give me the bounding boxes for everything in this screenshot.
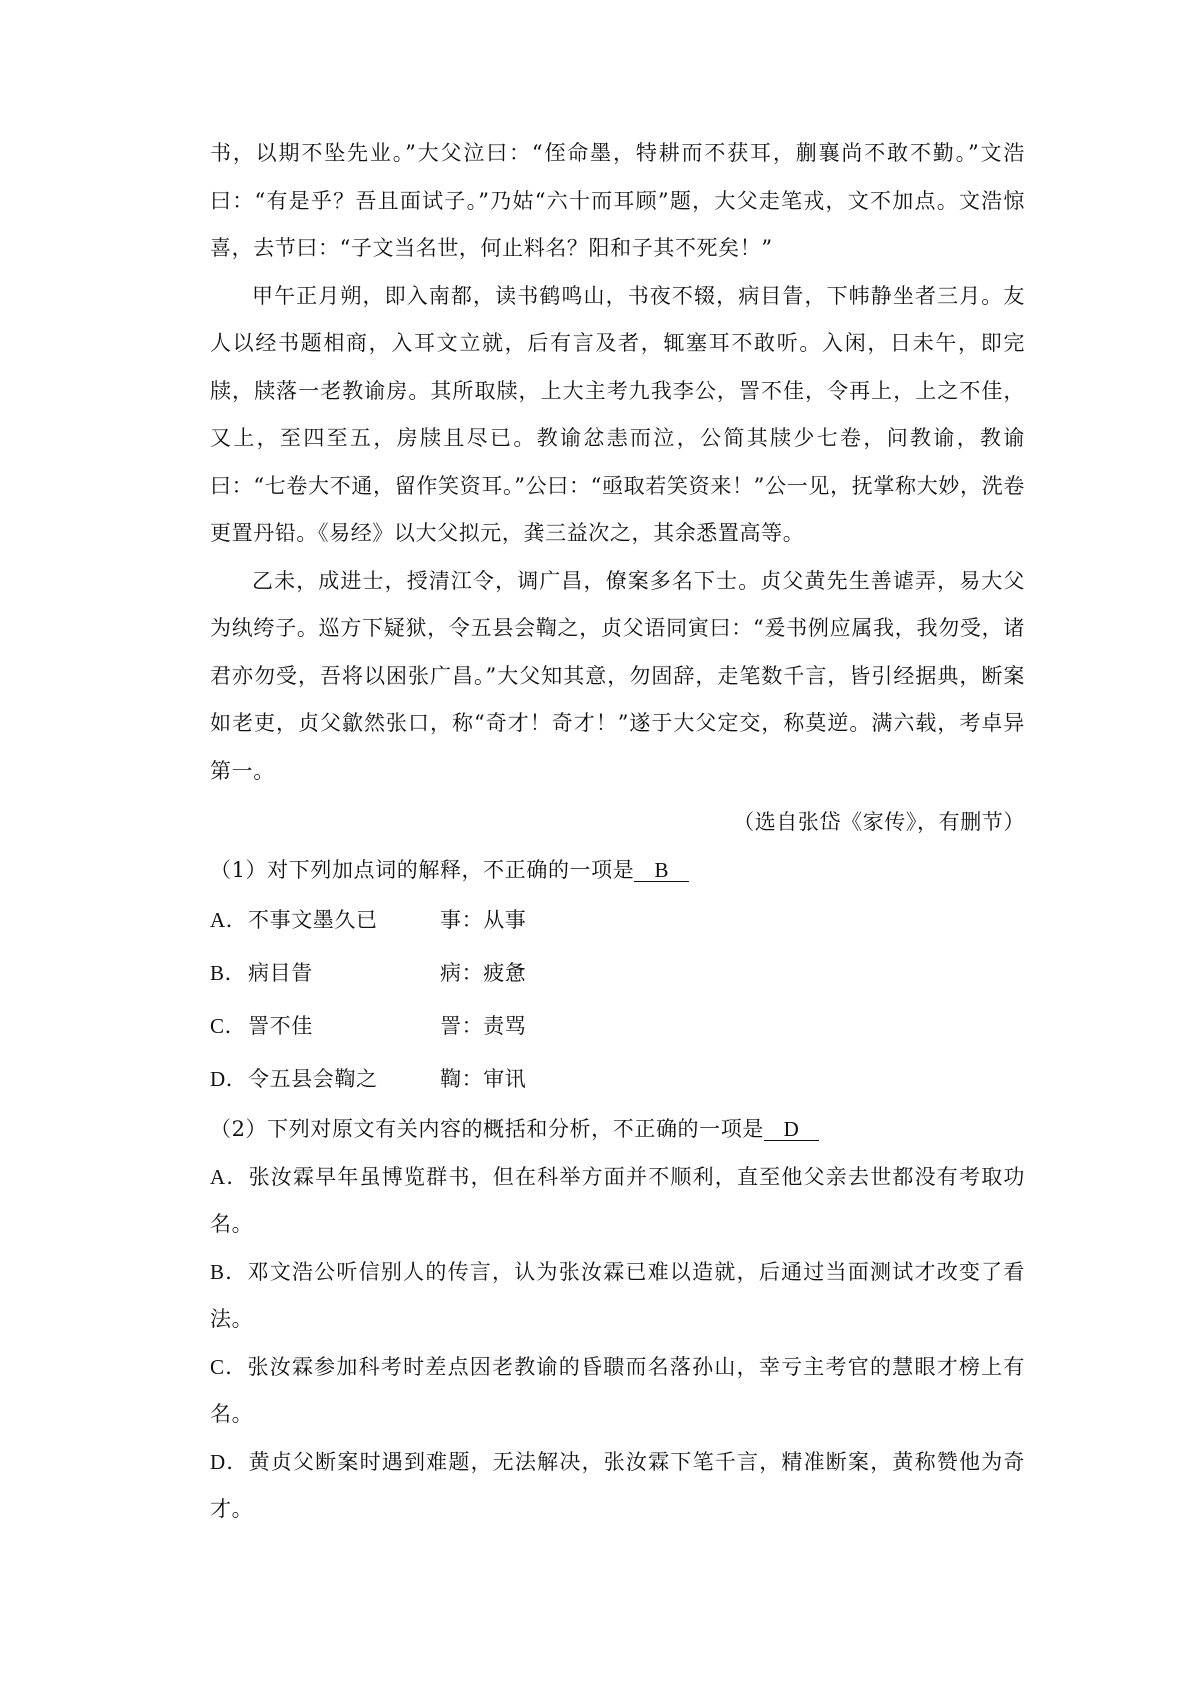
- q1-option-b: [210, 947, 1025, 1000]
- option-text: 黄贞父断案时遇到难题，无法解决，张汝霖下笔千言，精准断案，黄称赞他为奇才。: [210, 1449, 1025, 1521]
- option-text: 张汝霖早年虽博览群书，但在科举方面并不顺利，直至他父亲去世都没有考取功名。: [210, 1164, 1025, 1236]
- option-letter: C．: [210, 1354, 248, 1379]
- option-letter: B．: [210, 1259, 248, 1284]
- passage-source: （选自张岱《家传》，有删节）: [733, 810, 1025, 834]
- question-1-answer: B: [634, 859, 689, 882]
- q2-option-a: [210, 1154, 1025, 1249]
- passage-paragraph-3: 乙未，成进士，授清江令，调广昌，僚案多名下士。贞父黄先生善谑弄，易大父为纨绔子。巡方下疑狱，令五县会鞫之，贞父语同寅曰：“爰书例应属我，我勿受，诸君亦勿受，吾将以困张广昌。”大父知其意，勿固辞，走笔数千言，皆引经据典，断案如老吏，贞父歙然张口，称“奇才！奇才！”遂于大父定交，称莫逆。满六载，考卓异第一。: [210, 568, 1025, 783]
- option-letter: D．: [210, 1067, 248, 1091]
- option-gloss: 詈：责骂: [440, 1014, 527, 1038]
- q2-option-d: [210, 1439, 1025, 1534]
- q2-option-b: [210, 1249, 1025, 1344]
- option-text: 詈不佳: [248, 1014, 313, 1038]
- q1-option-d: [210, 1053, 1025, 1106]
- question-1-text: （1）对下列加点词的解释，不正确的一项是: [210, 857, 635, 882]
- q1-option-a: [210, 894, 1025, 947]
- passage-paragraph-2: 甲午正月朔，即入南都，读书鹤鸣山，书夜不辍，病目眚，下帏静坐者三月。友人以经书题相商，入耳文立就，后有言及者，辄塞耳不敢听。入闲，日未午，即完牍，牍落一老教谕房。其所取牍，上大主考九我李公，詈不佳，令再上，上之不佳，又上，至四至五，房牍且尽已。教谕忿恚而泣，公简其牍少七卷，问教谕，教谕曰：“七卷大不通，留作笑资耳。”公曰：“亟取若笑资来！”公一见，抚掌称大妙，洗卷更置丹铅。《易经》以大父拟元，龚三益次之，其余悉置高等。: [210, 283, 1025, 545]
- option-letter: D．: [210, 1449, 249, 1474]
- option-text: 病目眚: [248, 961, 313, 985]
- option-text: 不事文墨久已: [248, 908, 378, 932]
- option-gloss: 鞫：审讯: [440, 1067, 527, 1091]
- question-2-stem: [210, 1106, 1025, 1154]
- question-2-answer: D: [764, 1118, 819, 1141]
- option-text: 邓文浩公听信别人的传言，认为张汝霖已难以造就，后通过当面测试才改变了看法。: [210, 1259, 1025, 1331]
- option-gloss: 事：从事: [440, 908, 527, 932]
- option-text: 张汝霖参加科考时差点因老教谕的昏聩而名落孙山，幸亏主考官的慧眼才榜上有名。: [210, 1354, 1025, 1426]
- q1-option-c: [210, 1000, 1025, 1053]
- question-1-stem: [210, 847, 1025, 895]
- option-letter: C．: [210, 1014, 247, 1038]
- question-2-text: （2）下列对原文有关内容的概括和分析，不正确的一项是: [210, 1117, 764, 1141]
- option-letter: A．: [210, 908, 248, 932]
- q2-option-c: [210, 1344, 1025, 1439]
- option-letter: A．: [210, 1164, 249, 1189]
- passage-paragraph-1: 书，以期不坠先业。”大父泣曰：“侄命墨，特耕而不获耳，蒯襄尚不敢不勤。”文浩曰：“有是乎？吾且面试子。”乃姑“六十而耳顾”题，大父走笔戎，文不加点。文浩惊喜，去节曰：“子文当名世，何止料名？阳和子其不死矣！”: [210, 141, 1025, 260]
- document-page: [210, 130, 1025, 1534]
- option-letter: B．: [210, 961, 247, 985]
- option-text: 令五县会鞫之: [248, 1067, 378, 1091]
- option-gloss: 病：疲惫: [440, 961, 527, 985]
